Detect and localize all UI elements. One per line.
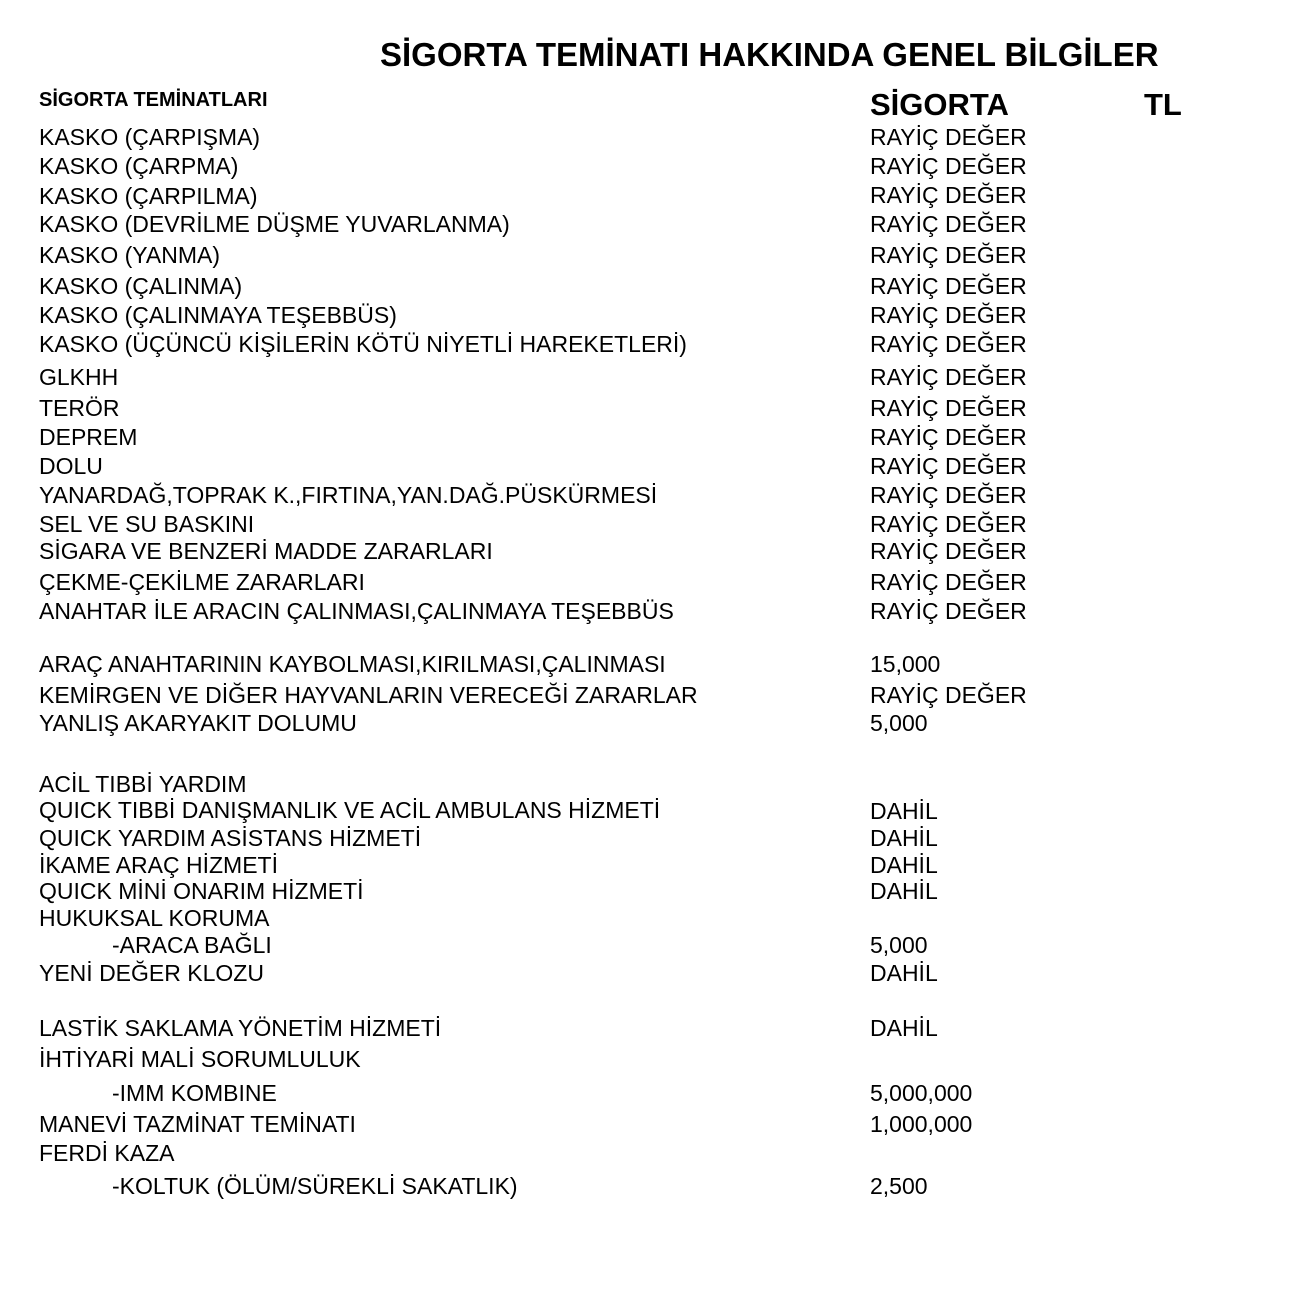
coverage-value: RAYİÇ DEĞER [870,538,1027,564]
coverage-value: RAYİÇ DEĞER [870,211,1027,237]
coverage-value: RAYİÇ DEĞER [870,273,1027,299]
coverage-label: HUKUKSAL KORUMA [39,905,270,931]
insurance-column-header: SİGORTA [870,87,1009,122]
coverage-label: KEMİRGEN VE DİĞER HAYVANLARIN VERECEĞİ ZARARLAR [39,682,698,708]
coverage-label: KASKO (ÇARPIŞMA) [39,124,261,150]
coverage-value: RAYİÇ DEĞER [870,482,1027,508]
coverage-label: DEPREM [39,424,138,450]
coverage-value: RAYİÇ DEĞER [870,364,1027,390]
coverage-label: LASTİK SAKLAMA YÖNETİM HİZMETİ [39,1015,442,1041]
coverages-column-header: SİGORTA TEMİNATLARI [39,89,268,111]
coverage-value: RAYİÇ DEĞER [870,331,1027,357]
coverage-label: SEL VE SU BASKINI [39,511,255,537]
coverage-value: 5,000,000 [870,1080,973,1106]
coverage-label: KASKO (ÜÇÜNCÜ KİŞİLERİN KÖTÜ NİYETLİ HAREKETLERİ) [39,331,687,357]
coverage-label: QUICK YARDIM ASİSTANS HİZMETİ [39,825,422,851]
coverage-value: DAHİL [870,960,938,986]
coverage-value: 15,000 [870,651,941,677]
coverage-label: ÇEKME-ÇEKİLME ZARARLARI [39,569,365,595]
coverage-label: KASKO (DEVRİLME DÜŞME YUVARLANMA) [39,211,510,237]
coverage-value: RAYİÇ DEĞER [870,124,1027,150]
coverage-value: DAHİL [870,825,938,851]
coverage-label: DOLU [39,453,103,479]
coverage-label: QUICK TIBBİ DANIŞMANLIK VE ACİL AMBULANS HİZMETİ [39,797,661,823]
coverage-value: 5,000 [870,932,928,958]
coverage-value: 5,000 [870,710,928,736]
coverage-label: YENİ DEĞER KLOZU [39,960,264,986]
coverage-label: ACİL TIBBİ YARDIM [39,771,247,797]
coverage-label: SİGARA VE BENZERİ MADDE ZARARLARI [39,538,493,564]
coverage-value: RAYİÇ DEĞER [870,153,1027,179]
coverage-label: -ARACA BAĞLI [112,932,272,958]
coverage-label: KASKO (ÇALINMAYA TEŞEBBÜS) [39,302,397,328]
currency-column-header: TL [1144,87,1182,122]
coverage-value: RAYİÇ DEĞER [870,242,1027,268]
coverage-label: FERDİ KAZA [39,1140,175,1166]
coverage-value: 2,500 [870,1173,928,1199]
coverage-label: İHTİYARİ MALİ SORUMLULUK [39,1046,361,1072]
coverage-value: RAYİÇ DEĞER [870,302,1027,328]
coverage-value: RAYİÇ DEĞER [870,682,1027,708]
coverage-label: ARAÇ ANAHTARININ KAYBOLMASI,KIRILMASI,ÇALINMASI [39,651,666,677]
coverage-value: DAHİL [870,798,938,824]
coverage-value: RAYİÇ DEĞER [870,598,1027,624]
coverage-label: TERÖR [39,395,120,421]
coverage-label: KASKO (ÇALINMA) [39,273,243,299]
coverage-label: GLKHH [39,364,119,390]
coverage-value: RAYİÇ DEĞER [870,395,1027,421]
coverage-label: -IMM KOMBINE [112,1080,277,1106]
coverage-label: KASKO (YANMA) [39,242,221,268]
coverage-label: -KOLTUK (ÖLÜM/SÜREKLİ SAKATLIK) [112,1173,518,1199]
coverage-label: KASKO (ÇARPILMA) [39,183,258,209]
coverage-label: KASKO (ÇARPMA) [39,153,239,179]
coverage-label: YANLIŞ AKARYAKIT DOLUMU [39,710,357,736]
coverage-value: DAHİL [870,852,938,878]
document-title: SİGORTA TEMİNATI HAKKINDA GENEL BİLGİLER [380,36,1159,73]
coverage-value: RAYİÇ DEĞER [870,511,1027,537]
coverage-value: RAYİÇ DEĞER [870,453,1027,479]
coverage-label: YANARDAĞ,TOPRAK K.,FIRTINA,YAN.DAĞ.PÜSKÜRMESİ [39,482,658,508]
coverage-value: DAHİL [870,878,938,904]
coverage-label: İKAME ARAÇ HİZMETİ [39,852,278,878]
coverage-value: RAYİÇ DEĞER [870,569,1027,595]
coverage-label: QUICK MİNİ ONARIM HİZMETİ [39,878,364,904]
coverage-value: RAYİÇ DEĞER [870,424,1027,450]
coverage-value: RAYİÇ DEĞER [870,182,1027,208]
coverage-label: MANEVİ TAZMİNAT TEMİNATI [39,1111,356,1137]
coverage-label: ANAHTAR İLE ARACIN ÇALINMASI,ÇALINMAYA TEŞEBBÜS [39,598,674,624]
coverage-value: 1,000,000 [870,1111,973,1137]
coverage-value: DAHİL [870,1015,938,1041]
